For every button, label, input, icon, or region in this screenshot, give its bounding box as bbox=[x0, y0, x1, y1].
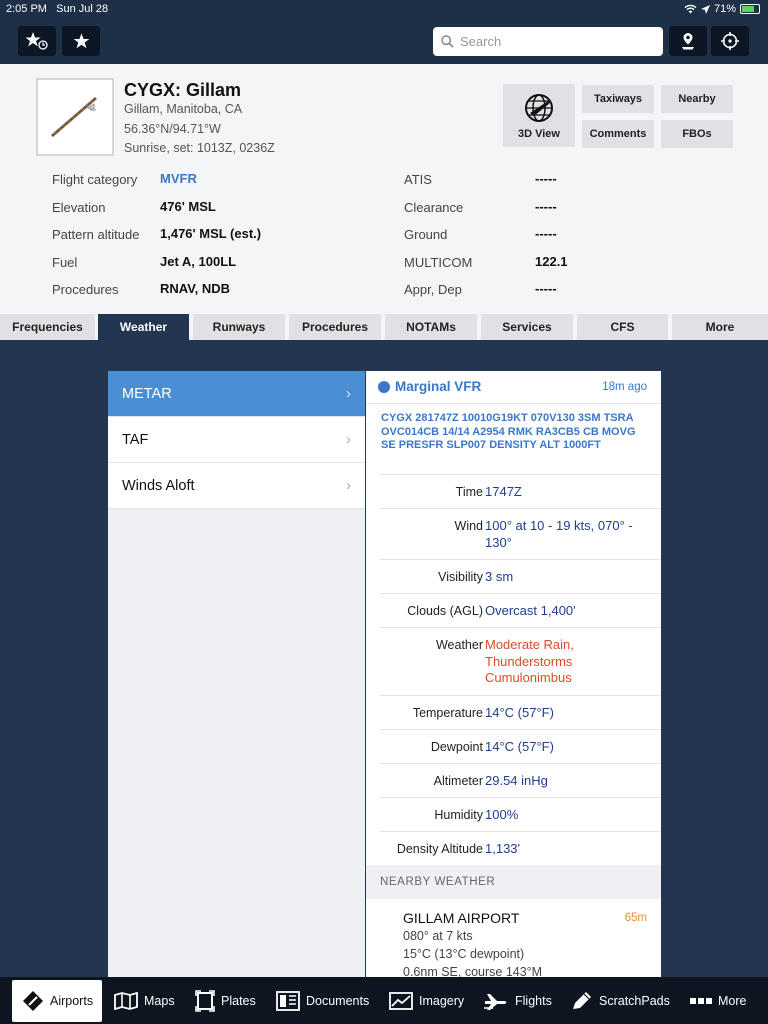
battery-percent: 71% bbox=[713, 3, 736, 15]
nav-imagery[interactable] bbox=[389, 977, 464, 1024]
metar-row-dewpoint bbox=[380, 729, 661, 763]
imagery-chart-icon bbox=[389, 992, 413, 1010]
tab-cfs[interactable]: CFS bbox=[577, 314, 668, 340]
tab-frequencies[interactable]: Frequencies bbox=[0, 314, 95, 340]
metar-row-time bbox=[380, 474, 661, 508]
nav-label: Maps bbox=[144, 993, 175, 1008]
metar-row-label: Weather bbox=[435, 638, 483, 652]
metar-row-label: Temperature bbox=[412, 706, 483, 720]
list-item-winds-aloft[interactable] bbox=[108, 463, 365, 509]
map-icon bbox=[114, 992, 138, 1010]
documents-icon bbox=[276, 991, 300, 1011]
nearby-station-position: 0.6nm SE, course 143°M bbox=[403, 965, 543, 977]
nav-label: More bbox=[718, 993, 747, 1008]
status-indicators bbox=[684, 3, 760, 15]
chevron-right-icon: › bbox=[346, 385, 351, 402]
search-box[interactable] bbox=[433, 27, 663, 56]
nav-plates[interactable] bbox=[195, 977, 256, 1024]
nav-flights[interactable] bbox=[483, 977, 552, 1024]
metar-row-visibility bbox=[380, 559, 661, 593]
nearby-button[interactable]: Nearby bbox=[661, 85, 733, 113]
nearby-station-wind: 080° at 7 kts bbox=[403, 929, 473, 943]
weather-type-list bbox=[108, 371, 365, 977]
procedures-label: Procedures bbox=[52, 282, 119, 297]
recent-favorites-button[interactable] bbox=[18, 26, 56, 56]
status-time: 2:05 PM Sun Jul 28 bbox=[6, 3, 109, 15]
map-pin-icon bbox=[680, 32, 696, 50]
metar-header bbox=[366, 371, 661, 404]
airplane-icon bbox=[483, 991, 509, 1011]
battery-icon bbox=[740, 4, 760, 14]
list-item-label: TAF bbox=[122, 431, 149, 448]
star-clock-icon bbox=[25, 31, 49, 51]
airport-title: CYGX: Gillam bbox=[124, 80, 242, 100]
tab-procedures[interactable]: Procedures bbox=[289, 314, 381, 340]
metar-row-value: 29.54 inHg bbox=[485, 773, 548, 788]
metar-row-altimeter bbox=[380, 763, 661, 797]
metar-row-value: 100% bbox=[485, 807, 519, 822]
metar-row-value: Overcast 1,400' bbox=[485, 603, 576, 618]
nav-label: ScratchPads bbox=[599, 993, 670, 1008]
fbos-button[interactable]: FBOs bbox=[661, 120, 733, 148]
metar-row-clouds bbox=[380, 593, 661, 627]
metar-row-value: Moderate Rain, Thunderstorms Cumulonimbus bbox=[485, 637, 574, 685]
3d-view-button[interactable] bbox=[503, 84, 575, 147]
pattern-altitude-label: Pattern altitude bbox=[52, 227, 140, 242]
ground-value: ----- bbox=[535, 226, 557, 241]
nearby-station-age: 65m bbox=[624, 912, 647, 924]
ground-label: Ground bbox=[404, 227, 448, 242]
atis-label: ATIS bbox=[404, 172, 432, 187]
list-item-label: METAR bbox=[122, 385, 172, 402]
atis-value: ----- bbox=[535, 171, 557, 186]
metar-row-value: 100° at 10 - 19 kts, 070° - 130° bbox=[485, 518, 633, 550]
more-dots-icon bbox=[690, 997, 712, 1005]
globe-plane-icon bbox=[522, 91, 556, 125]
clearance-value: ----- bbox=[535, 199, 557, 214]
metar-row-density-altitude bbox=[380, 831, 661, 865]
metar-row-value: 3 sm bbox=[485, 569, 514, 584]
pencil-icon bbox=[571, 991, 593, 1011]
sunrise-sunset: Sunrise, set: 1013Z, 0236Z bbox=[124, 141, 275, 155]
procedures-value: RNAV, NDB bbox=[160, 281, 231, 296]
wifi-icon bbox=[684, 4, 697, 14]
metar-row-humidity bbox=[380, 797, 661, 831]
airport-coordinates: 56.36°N/94.71°W bbox=[124, 122, 221, 136]
taxiways-button[interactable]: Taxiways bbox=[582, 85, 654, 113]
flight-category-value: MVFR bbox=[160, 171, 197, 186]
metar-row-value: 14°C (57°F) bbox=[485, 705, 554, 720]
nav-label: Imagery bbox=[419, 993, 465, 1008]
elevation-value: 476' MSL bbox=[160, 199, 216, 214]
approach-departure-value: ----- bbox=[535, 281, 557, 296]
nearby-station-temp: 15°C (13°C dewpoint) bbox=[403, 947, 525, 961]
metar-row-wind bbox=[380, 508, 661, 559]
metar-row-weather bbox=[380, 627, 661, 695]
raw-metar-text: CYGX 281747Z 10010G19KT 070V130 3SM TSRA OVC014CB 14/14 A2954 RMK RA3CB5 CB MOVG SE PRESFR SLP007 DENSITY ALT 1000FT bbox=[381, 412, 636, 452]
airport-location: Gillam, Manitoba, CA bbox=[124, 102, 243, 116]
metar-row-label: Density Altitude bbox=[396, 842, 483, 856]
nav-label: Plates bbox=[221, 993, 256, 1008]
comments-button[interactable]: Comments bbox=[582, 120, 654, 148]
plates-icon bbox=[195, 990, 215, 1012]
search-icon bbox=[441, 35, 454, 48]
metar-row-value: 1747Z bbox=[485, 484, 522, 499]
nav-label: Flights bbox=[515, 993, 552, 1008]
nearby-station-name: GILLAM AIRPORT bbox=[403, 910, 520, 926]
runway-diagram-icon bbox=[38, 80, 112, 154]
favorites-button[interactable] bbox=[62, 26, 100, 56]
metar-row-label: Humidity bbox=[434, 808, 483, 822]
metar-age: 18m ago bbox=[602, 381, 647, 393]
tab-weather[interactable]: Weather bbox=[98, 314, 189, 340]
list-item-taf[interactable] bbox=[108, 417, 365, 463]
metar-row-label: Wind bbox=[454, 519, 483, 533]
list-item-label: Winds Aloft bbox=[122, 477, 195, 494]
metar-row-label: Visibility bbox=[438, 570, 483, 584]
flight-category-text: Marginal VFR bbox=[395, 379, 482, 394]
metar-row-label: Clouds (AGL) bbox=[407, 604, 483, 618]
airport-info-panel bbox=[0, 64, 768, 314]
tab-notams[interactable]: NOTAMs bbox=[385, 314, 477, 340]
list-item-metar[interactable] bbox=[108, 371, 365, 417]
tab-more[interactable]: More bbox=[672, 314, 768, 340]
multicom-value[interactable]: 122.1 bbox=[535, 254, 568, 269]
tab-runways[interactable]: Runways bbox=[193, 314, 285, 340]
map-pin-button[interactable] bbox=[669, 26, 707, 56]
nav-airports[interactable] bbox=[12, 980, 102, 1022]
nearby-weather-header: NEARBY WEATHER bbox=[366, 865, 661, 899]
metar-detail-panel bbox=[366, 371, 661, 977]
nav-maps[interactable] bbox=[114, 977, 175, 1024]
chevron-right-icon: › bbox=[346, 431, 351, 448]
metar-row-label: Dewpoint bbox=[430, 740, 483, 754]
approach-departure-label: Appr, Dep bbox=[404, 282, 462, 297]
metar-row-label: Altimeter bbox=[433, 774, 483, 788]
airport-diagram-thumbnail[interactable] bbox=[36, 78, 114, 156]
locate-button[interactable] bbox=[711, 26, 749, 56]
metar-row-temperature bbox=[380, 695, 661, 729]
airport-tabs bbox=[0, 314, 768, 340]
chevron-right-icon: › bbox=[346, 477, 351, 494]
nav-documents[interactable] bbox=[276, 977, 369, 1024]
location-arrow-icon bbox=[701, 5, 710, 14]
crosshair-icon bbox=[721, 32, 739, 50]
bottom-navigation bbox=[0, 977, 768, 1024]
clearance-label: Clearance bbox=[404, 200, 464, 215]
elevation-label: Elevation bbox=[52, 200, 106, 215]
flight-category-dot bbox=[378, 381, 390, 393]
flight-category-label: Flight category bbox=[52, 172, 138, 187]
metar-row-value: 14°C (57°F) bbox=[485, 739, 554, 754]
metar-row-value: 1,133' bbox=[485, 841, 521, 856]
fuel-label: Fuel bbox=[52, 255, 78, 270]
fuel-value: Jet A, 100LL bbox=[160, 254, 237, 269]
tab-services[interactable]: Services bbox=[481, 314, 573, 340]
airport-diamond-icon bbox=[22, 990, 44, 1012]
3d-view-label: 3D View bbox=[518, 128, 560, 140]
pattern-altitude-value: 1,476' MSL (est.) bbox=[160, 226, 262, 241]
nav-scratchpads[interactable] bbox=[571, 977, 670, 1024]
multicom-label: MULTICOM bbox=[404, 255, 473, 270]
nav-label: Airports bbox=[50, 994, 94, 1008]
metar-row-label: Time bbox=[455, 485, 483, 499]
nav-label: Documents bbox=[306, 993, 370, 1008]
star-icon bbox=[73, 33, 90, 49]
top-toolbar bbox=[0, 0, 768, 64]
search-input[interactable] bbox=[460, 34, 650, 49]
nav-more[interactable] bbox=[690, 977, 746, 1024]
